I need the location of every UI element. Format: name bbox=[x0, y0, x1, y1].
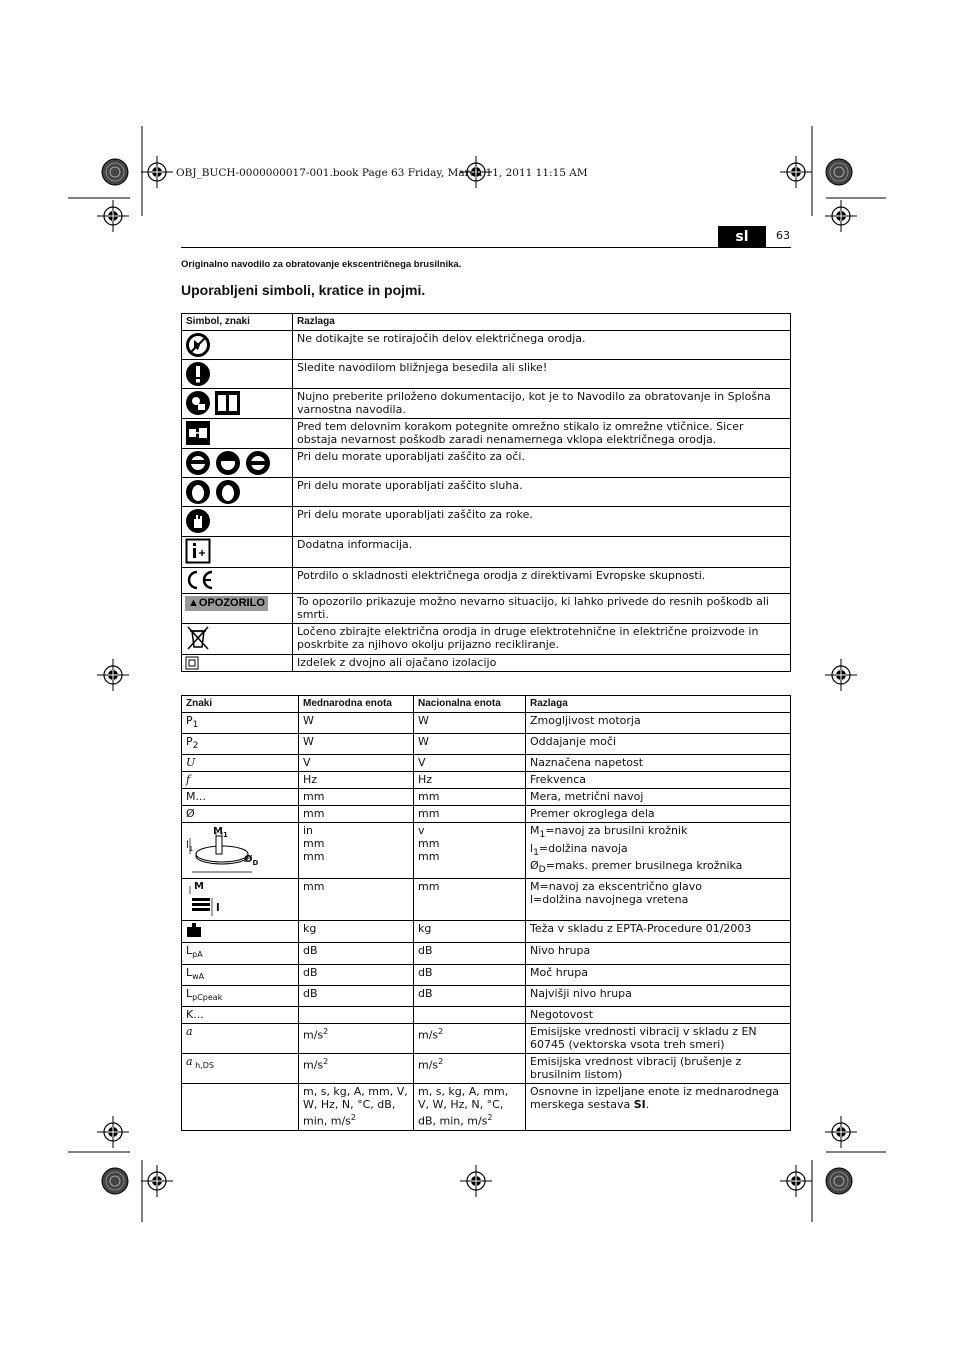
unit-exponent: 2 bbox=[438, 1056, 444, 1066]
national-unit: Hz bbox=[414, 772, 526, 789]
table-row bbox=[182, 419, 791, 449]
diagram-label-subscript: D bbox=[252, 859, 259, 868]
table-row bbox=[182, 478, 791, 507]
column-header: Simbol, znaki bbox=[182, 314, 293, 331]
national-unit: mm bbox=[414, 789, 526, 806]
table-row bbox=[182, 594, 791, 624]
intl-unit: mm bbox=[303, 837, 325, 851]
symbol-subscript: h,DS bbox=[192, 1061, 214, 1071]
description: Najvišji nivo hrupa bbox=[526, 985, 791, 1006]
national-unit bbox=[414, 1006, 526, 1023]
symbol-subscript: 1 bbox=[192, 719, 199, 731]
read-manual-icon bbox=[185, 390, 241, 416]
national-unit: W bbox=[414, 713, 526, 734]
table-row: m, s, kg, A, mm, V, W, Hz, N, °C, dB, min, $m/s^2$ m, s, kg, A, mm, V, W, Hz, N, °C, dB, min, $m/s^2$ Osnovne in izpeljane enote iz mednarodnega merskega sestava SI. bbox=[182, 1083, 791, 1130]
page-number: 63 bbox=[776, 229, 790, 242]
header-rule bbox=[181, 247, 791, 248]
table-row bbox=[182, 360, 791, 389]
national-unit: m, s, kg, A, mm, V, W, Hz, N, °C, dB, min, m/s bbox=[418, 1084, 509, 1128]
intl-unit: Hz bbox=[299, 772, 414, 789]
table-row bbox=[182, 1053, 791, 1083]
intl-unit: dB bbox=[299, 943, 414, 964]
symbol: a bbox=[186, 1054, 193, 1068]
diagram-label-l: l bbox=[216, 901, 220, 915]
diagram-label-m: M bbox=[194, 881, 204, 893]
intl-unit: mm bbox=[299, 879, 414, 921]
national-unit: dB bbox=[414, 964, 526, 985]
diagram-label-l: l bbox=[186, 840, 189, 852]
weight-icon bbox=[186, 922, 202, 938]
symbols-table bbox=[181, 313, 791, 672]
spindle-thread-diagram-icon bbox=[186, 880, 226, 918]
symbol: M... bbox=[182, 789, 299, 806]
table-row bbox=[182, 921, 791, 943]
national-unit: dB bbox=[414, 943, 526, 964]
intl-unit: m/s bbox=[303, 1058, 324, 1072]
description: Naznačena napetost bbox=[526, 755, 791, 772]
intl-unit: V bbox=[299, 755, 414, 772]
national-unit: V bbox=[414, 755, 526, 772]
table-row bbox=[182, 568, 791, 594]
symbol-subscript: 2 bbox=[192, 740, 199, 752]
national-unit: mm bbox=[414, 879, 526, 921]
national-unit: mm bbox=[418, 837, 440, 851]
national-unit: mm bbox=[418, 850, 440, 864]
table-row bbox=[182, 772, 791, 789]
double-insulation-icon bbox=[185, 656, 199, 670]
unplug-icon bbox=[185, 420, 211, 446]
diagram-label-m: M bbox=[213, 826, 223, 838]
intl-unit: in bbox=[303, 824, 314, 838]
column-header: Nacionalna enota bbox=[414, 696, 526, 713]
table-row bbox=[182, 331, 791, 360]
description: $l_1=dolžina$ navoja bbox=[530, 841, 628, 858]
national-unit: v bbox=[418, 824, 425, 838]
description: Teža v skladu z EPTA-Procedure 01/2003 bbox=[526, 921, 791, 943]
symbol: Ø bbox=[182, 806, 299, 823]
symbol: a bbox=[186, 1024, 193, 1038]
table-row bbox=[182, 806, 791, 823]
table-row bbox=[182, 789, 791, 806]
national-unit: m/s bbox=[418, 1028, 439, 1042]
table-row bbox=[182, 537, 791, 568]
table-header-row bbox=[182, 696, 791, 713]
table-row bbox=[182, 985, 791, 1006]
description: Mera, metrični navoj bbox=[526, 789, 791, 806]
national-unit: dB bbox=[414, 985, 526, 1006]
description: Nivo hrupa bbox=[526, 943, 791, 964]
table-row bbox=[182, 734, 791, 755]
symbol: L bbox=[186, 986, 193, 1000]
weee-bin-icon bbox=[185, 625, 211, 651]
table-row bbox=[182, 713, 791, 734]
description: Premer okroglega dela bbox=[526, 806, 791, 823]
intl-unit: dB bbox=[299, 964, 414, 985]
table-header-row bbox=[182, 314, 791, 331]
row-text: Nujno preberite priloženo dokumentacijo, kot je to Navodilo za obratovanje in Splošna varnostna navodila. bbox=[293, 389, 791, 419]
symbol-subscript: pA bbox=[192, 950, 203, 960]
symbol: K... bbox=[182, 1006, 299, 1023]
description-bold: SI bbox=[633, 1097, 646, 1111]
column-header: Razlaga bbox=[526, 696, 791, 713]
symbol: L bbox=[186, 965, 193, 979]
intl-unit: mm bbox=[299, 806, 414, 823]
print-info-line: OBJ_BUCH-0000000017-001.book Page 63 Friday, March 11, 2011 11:15 AM bbox=[176, 167, 588, 179]
national-unit: kg bbox=[414, 921, 526, 943]
description: Moč hrupa bbox=[526, 964, 791, 985]
section-title: Uporabljeni simboli, kratice in pojmi. bbox=[181, 282, 426, 298]
intl-unit: mm bbox=[299, 789, 414, 806]
row-text: Ne dotikajte se rotirajočih delov električnega orodja. bbox=[293, 331, 791, 360]
glove-icon bbox=[185, 508, 211, 534]
intl-unit: mm bbox=[303, 850, 325, 864]
row-text: Ločeno zbirajte električna orodja in druge elektrotehnične in električne proizvode in poskrbite za njihovo okolju prijazno recikliranje. bbox=[293, 624, 791, 655]
unit-exponent: 2 bbox=[487, 1112, 493, 1122]
diagram-label-subscript: 1 bbox=[222, 831, 228, 840]
column-header: Znaki bbox=[182, 696, 299, 713]
row-text: Dodatna informacija. bbox=[293, 537, 791, 568]
document-subtitle: Originalno navodilo za obratovanje ekscentričnega brusilnika. bbox=[181, 259, 462, 270]
table-row bbox=[182, 449, 791, 478]
table-row bbox=[182, 624, 791, 655]
column-header: Mednarodna enota bbox=[299, 696, 414, 713]
table-row bbox=[182, 1006, 791, 1023]
row-text: Sledite navodilom bližnjega besedila ali slike! bbox=[293, 360, 791, 389]
table-row bbox=[182, 943, 791, 964]
national-unit: W bbox=[414, 734, 526, 755]
description: l=dolžina navojnega vretena bbox=[530, 893, 689, 907]
national-unit: m/s bbox=[418, 1058, 439, 1072]
description: M=navoj za ekscentrično glavo bbox=[530, 880, 703, 894]
diagram-label-d: Ø bbox=[244, 854, 253, 866]
description: Frekvenca bbox=[526, 772, 791, 789]
ce-mark-icon bbox=[185, 569, 215, 591]
description: Osnovne in izpeljane enote iz mednarodnega merskega sestava bbox=[530, 1084, 780, 1111]
table-row bbox=[182, 879, 791, 921]
table-row bbox=[182, 389, 791, 419]
info-icon bbox=[185, 538, 211, 564]
row-text: To opozorilo prikazuje možno nevarno situacijo, ki lahko privede do resnih poškodb ali smrti. bbox=[293, 594, 791, 624]
table-row bbox=[182, 507, 791, 537]
ear-protection-icon bbox=[185, 479, 241, 505]
table-row bbox=[182, 1023, 791, 1053]
unit-exponent: 2 bbox=[350, 1112, 356, 1122]
unit-exponent: 2 bbox=[323, 1026, 329, 1036]
intl-unit bbox=[299, 1006, 414, 1023]
description: Negotovost bbox=[526, 1006, 791, 1023]
row-text: Pri delu morate uporabljati zaščito za roke. bbox=[293, 507, 791, 537]
warning-triangle-icon: ▲ bbox=[188, 597, 199, 609]
warning-label-icon: ▲OPOZORILO bbox=[185, 596, 268, 611]
row-text: Izdelek z dvojno ali ojačano izolacijo bbox=[293, 655, 791, 672]
symbol: f bbox=[186, 773, 191, 787]
intl-unit: W bbox=[299, 734, 414, 755]
row-text: Pred tem delovnim korakom potegnite omrežno stikalo iz omrežne vtičnice. Sicer obstaja nevarnost poškodb zaradi nenamernega vklopa električnega orodja. bbox=[293, 419, 791, 449]
units-table bbox=[181, 695, 791, 1131]
description: Zmogljivost motorja bbox=[526, 713, 791, 734]
language-tab: sl bbox=[718, 226, 766, 248]
intl-unit: kg bbox=[299, 921, 414, 943]
table-row bbox=[182, 655, 791, 672]
intl-unit: dB bbox=[299, 985, 414, 1006]
intl-unit: W bbox=[299, 713, 414, 734]
unit-exponent: 2 bbox=[323, 1056, 329, 1066]
table-row bbox=[182, 964, 791, 985]
description: $Ø_D=maks$. premer brusilnega krožnika bbox=[530, 858, 743, 875]
symbol: P bbox=[186, 714, 193, 727]
table-row bbox=[182, 823, 791, 879]
description: Oddajanje moči bbox=[526, 734, 791, 755]
symbol: L bbox=[186, 944, 193, 958]
table-row bbox=[182, 755, 791, 772]
row-text: Pri delu morate uporabljati zaščito sluha. bbox=[293, 478, 791, 507]
symbol-subscript: pCpeak bbox=[192, 992, 223, 1002]
diagram-label-subscript: 1 bbox=[188, 845, 194, 854]
row-text: Potrdilo o skladnosti električnega orodja z direktivami Evropske skupnosti. bbox=[293, 568, 791, 594]
symbol-subscript: wA bbox=[192, 971, 205, 981]
description: Emisijske vrednosti vibracij v skladu z EN 60745 (vektorska vsota treh smeri) bbox=[526, 1023, 791, 1053]
intl-unit: m/s bbox=[303, 1028, 324, 1042]
unit-exponent: 2 bbox=[438, 1026, 444, 1036]
symbol: P bbox=[186, 735, 193, 749]
exclamation-icon bbox=[185, 361, 211, 387]
description: Emisijska vrednost vibracij (brušenje z brusilnim listom) bbox=[526, 1053, 791, 1083]
description: $M_1=navoj$ za brusilni krožnik bbox=[530, 824, 688, 841]
no-touch-rotating-icon bbox=[185, 332, 211, 358]
intl-unit: m, s, kg, A, mm, V, W, Hz, N, °C, dB, min, m/s bbox=[303, 1084, 408, 1128]
row-text: Pri delu morate uporabljati zaščito za oči. bbox=[293, 449, 791, 478]
column-header: Razlaga bbox=[293, 314, 791, 331]
symbol: U bbox=[186, 756, 196, 770]
eye-protection-icon bbox=[185, 450, 271, 476]
national-unit: mm bbox=[414, 806, 526, 823]
